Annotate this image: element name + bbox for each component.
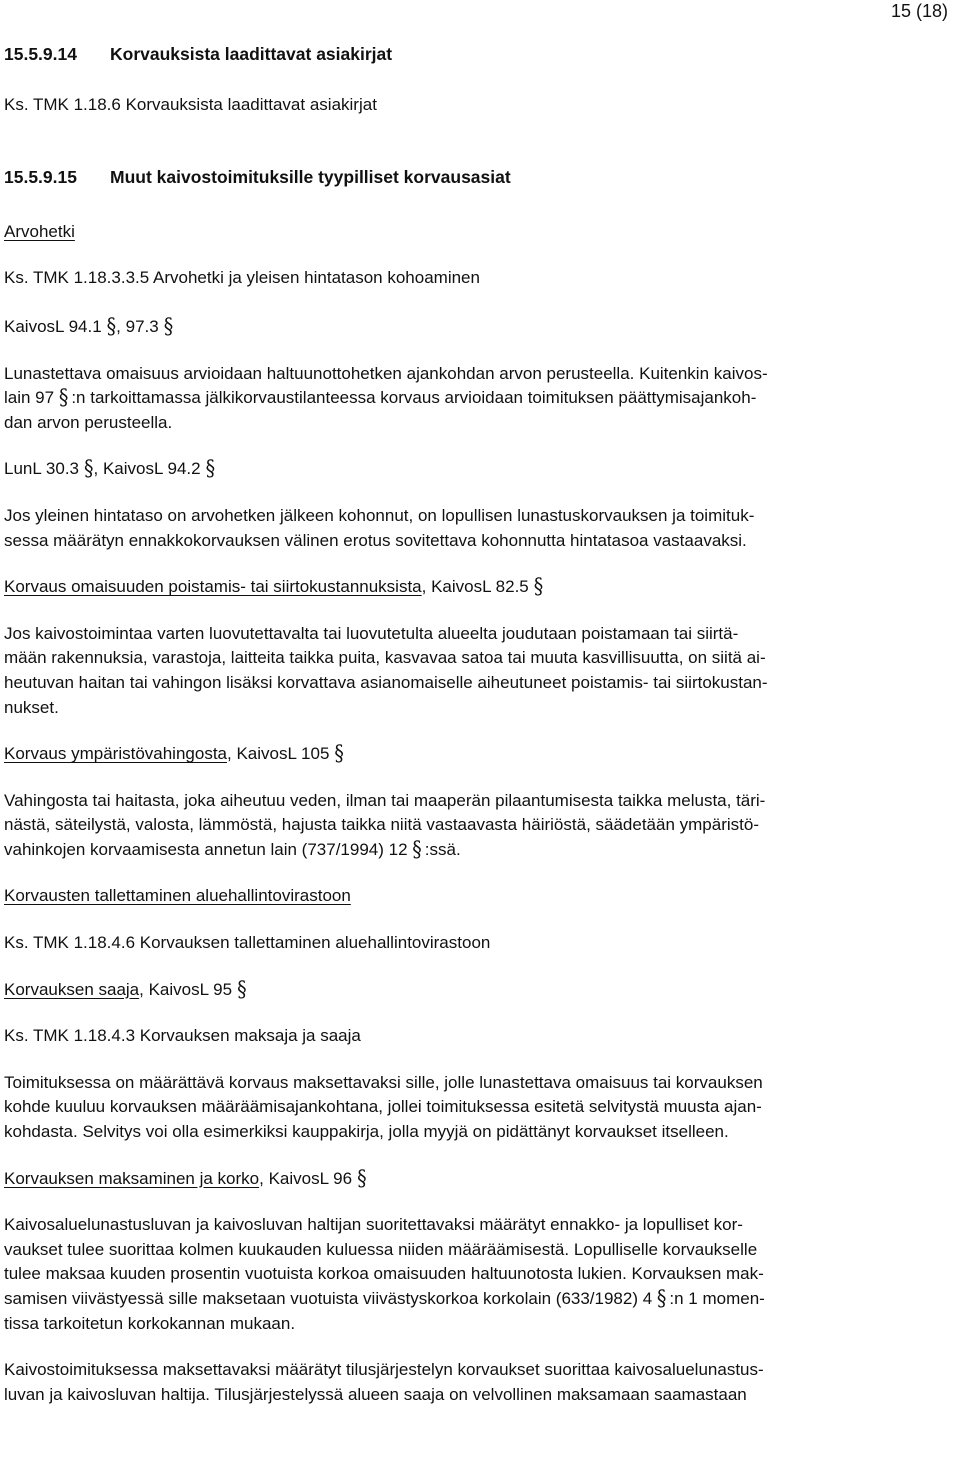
subheading-text: Korvauksen maksaminen ja korko xyxy=(4,1168,260,1188)
reference-line: Ks. TMK 1.18.4.6 Korvauksen tallettaminen aluehallintovirastoon xyxy=(4,933,491,953)
page-number: 15 (18) xyxy=(890,1,948,21)
subheading-saaja xyxy=(4,975,956,1003)
paragraph-line: luvan ja kaivosluvan haltija. Tilusjärjestelyssä alueen saaja on velvollinen maksamaan saamastaan xyxy=(4,1384,747,1404)
paragraph xyxy=(4,1213,956,1336)
reference-line: Ks. TMK 1.18.6 Korvauksista laadittavat asiakirjat xyxy=(4,94,377,114)
paragraph-line: mään rakennuksia, varastoja, laitteita taikka puita, kasvavaa satoa tai muuta kasvillisuutta, on siitä ai- xyxy=(4,648,766,668)
paragraph-line: heutuvan haitan tai vahingon lisäksi korvattava asianomaiselle aiheutuneet poistamis- tai siirtokustan- xyxy=(4,672,768,692)
paragraph-line xyxy=(4,386,956,411)
paragraph-line: Kaivostoimituksessa maksettavaksi määrätyt tilusjärjestelyn korvaukset suorittaa kaivosaluelunastus- xyxy=(4,1360,764,1380)
section-sign-icon: § xyxy=(334,740,344,766)
paragraph-line: Lunastettava omaisuus arvioidaan haltuunottohetken ajankohdan arvon perusteella. Kuitenkin kaivos- xyxy=(4,363,768,383)
paragraph xyxy=(4,1358,956,1407)
section-sign-icon: § xyxy=(106,313,117,339)
law-ref-text: , KaivosL 96 xyxy=(259,1168,353,1188)
section-number: 15.5.9.15 xyxy=(4,167,77,188)
text: :n 1 momen- xyxy=(669,1289,765,1308)
subheading-text: Korvauksen saaja xyxy=(4,979,140,999)
section-sign-icon: § xyxy=(357,1164,367,1191)
document-body xyxy=(4,42,956,1407)
paragraph-line xyxy=(4,838,956,863)
text: samisen viivästyessä sille maksetaan vuotuista viivästyskorkoa korkolain (633/1982) 4 xyxy=(4,1289,657,1308)
law-ref-text: , KaivosL 105 xyxy=(227,744,330,764)
law-reference xyxy=(4,457,956,482)
paragraph-line: Toimituksessa on määrättävä korvaus maksettavaksi sille, jolle lunastettava omaisuus tai korvauksen xyxy=(4,1072,763,1092)
subheading-ymparisto xyxy=(4,742,956,767)
law-ref-text: , 97.3 xyxy=(116,316,159,336)
subheading-text: Korvaus omaisuuden poistamis- tai siirtokustannuksista xyxy=(4,577,422,597)
paragraph-line xyxy=(4,1287,956,1312)
subheading-maksaminen xyxy=(4,1164,956,1192)
paragraph-line: vaukset tulee suorittaa kolmen kuukauden kuluessa niiden määräämisestä. Lopulliselle korvaukselle xyxy=(4,1239,758,1259)
paragraph xyxy=(4,622,956,720)
paragraph-line: sessa määrätyn ennakkokorvauksen välinen erotus sovitettava kohonnutta hintatasoa vastaavaksi. xyxy=(4,530,747,550)
text: :ssä. xyxy=(424,839,461,859)
paragraph-line: kohde kuuluu korvauksen määräämisajankohtana, jollei toimituksessa esitetä selvitystä muusta ajan- xyxy=(4,1097,762,1117)
section-sign-icon: § xyxy=(237,975,247,1002)
paragraph-line: kohdasta. Selvitys voi olla esimerkiksi kauppakirja, jolla myyjä on pidättänyt korvaukset itselleen. xyxy=(4,1122,729,1142)
section-sign-icon: § xyxy=(412,836,422,862)
text: vahinkojen korvaamisesta annetun lain (737/1994) 12 xyxy=(4,839,413,859)
paragraph xyxy=(4,362,956,436)
paragraph-line: Jos yleinen hintataso on arvohetken jälkeen kohonnut, on lopullisen lunastuskorvauksen ja toimituk- xyxy=(4,505,755,525)
paragraph-line: nukset. xyxy=(4,697,59,717)
law-ref-text: KaivosL 94.1 xyxy=(4,316,102,336)
law-reference xyxy=(4,315,956,340)
section-title: Korvauksista laadittavat asiakirjat xyxy=(110,44,393,64)
section-sign-icon: § xyxy=(533,573,544,599)
text: :n tarkoittamassa jälkikorvaustilanteessa korvaus arvioidaan toimituksen päättymisajankoh- xyxy=(71,388,757,408)
subheading-tallettaminen: Korvausten tallettaminen aluehallintovirastoon xyxy=(4,886,351,906)
law-ref-text: LunL 30.3 xyxy=(4,459,79,479)
paragraph xyxy=(4,1071,956,1145)
law-ref-text: , KaivosL 95 xyxy=(139,979,233,999)
section-sign-icon: § xyxy=(58,384,69,410)
paragraph-line: Kaivosaluelunastusluvan ja kaivosluvan haltijan suoritettavaksi määrätyt ennakko- ja lopulliset kor- xyxy=(4,1215,743,1235)
paragraph-line: nästä, säteilystä, valosta, lämmöstä, hajusta taikka niitä vastaavasta häiriöstä, säädetään ympäristö- xyxy=(4,815,759,835)
section-sign-icon: § xyxy=(656,1285,667,1311)
section-title: Muut kaivostoimituksille tyypilliset korvausasiat xyxy=(110,167,511,188)
subheading-poistamis xyxy=(4,575,956,600)
section-sign-icon: § xyxy=(163,313,174,339)
law-ref-text: , KaivosL 94.2 xyxy=(93,459,201,479)
section-number: 15.5.9.14 xyxy=(4,44,77,64)
paragraph-line: tulee maksaa kuuden prosentin vuotuista korkoa omaisuuden haltuunotosta lukien. Korvauksen mak- xyxy=(4,1264,764,1284)
reference-line: Ks. TMK 1.18.3.3.5 Arvohetki ja yleisen hintatason kohoaminen xyxy=(4,268,480,288)
section-heading-15-5-9-15 xyxy=(4,165,956,190)
section-heading-15-5-9-14 xyxy=(4,42,956,67)
paragraph xyxy=(4,789,956,863)
section-sign-icon: § xyxy=(205,455,216,481)
paragraph-line: dan arvon perusteella. xyxy=(4,412,173,432)
section-sign-icon: § xyxy=(84,455,94,481)
reference-line: Ks. TMK 1.18.4.3 Korvauksen maksaja ja saaja xyxy=(4,1026,361,1046)
subheading-text: Korvaus ympäristövahingosta xyxy=(4,744,228,764)
law-ref-text: , KaivosL 82.5 xyxy=(421,577,529,597)
paragraph-line: Vahingosta tai haitasta, joka aiheutuu veden, ilman tai maaperän pilaantumisesta taikka melusta, täri- xyxy=(4,790,766,810)
paragraph-line: Jos kaivostoimintaa varten luovutettavalta tai luovutetulta alueelta joudutaan poistamaan tai siirtä- xyxy=(4,623,739,643)
paragraph xyxy=(4,504,956,553)
subheading-arvohetki: Arvohetki xyxy=(4,221,75,241)
paragraph-line: tissa tarkoitetun korkokannan mukaan. xyxy=(4,1313,296,1333)
text: lain 97 xyxy=(4,388,59,408)
